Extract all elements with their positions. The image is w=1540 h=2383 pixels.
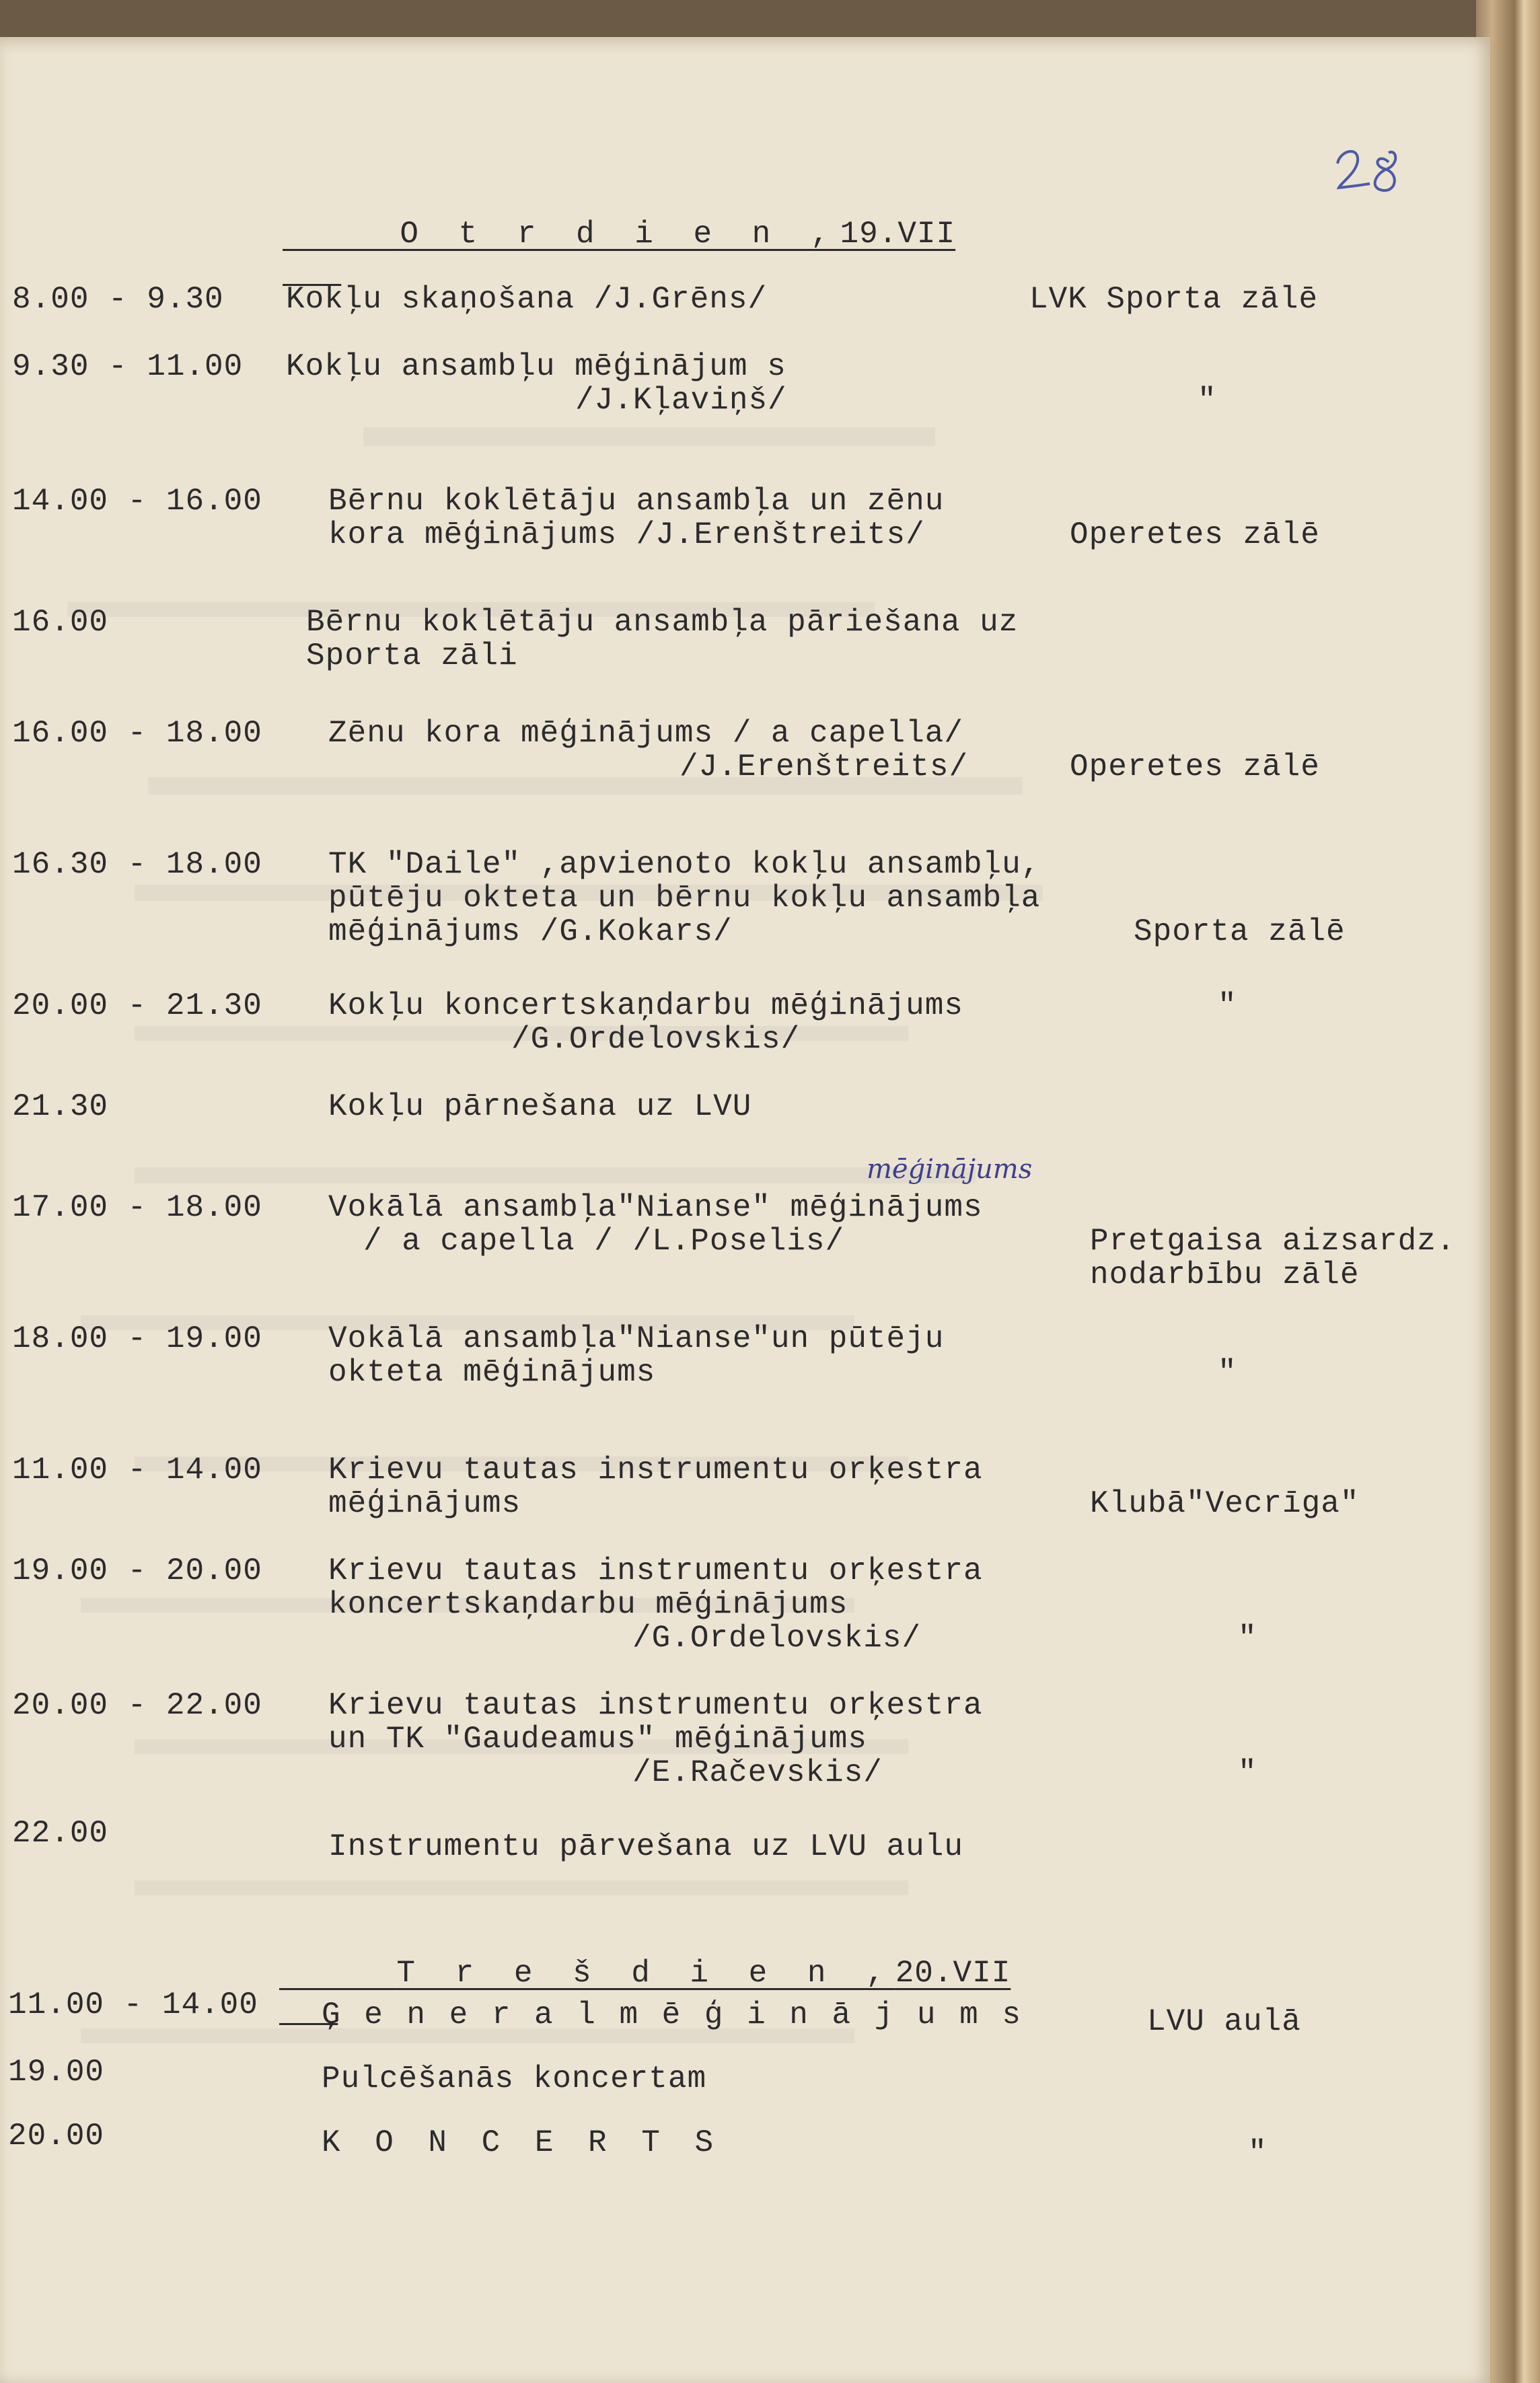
row-time: 14.00 - 16.00 xyxy=(12,484,262,519)
row-activity: mēģinājums xyxy=(328,1486,521,1521)
row-activity: Instrumentu pārvešana uz LVU aulu xyxy=(328,1829,963,1864)
row-place: nodarbību zālē xyxy=(1090,1257,1360,1292)
row-activity: Kokļu koncertskaņdarbu mēģinājums xyxy=(328,988,963,1023)
row-activity: /G.Ordelovskis/ xyxy=(632,1621,922,1656)
day-heading-wednesday: T r e š d i e n ,20.VII xyxy=(396,1956,1011,1991)
row-activity: kora mēģinājums /J.Erenštreits/ xyxy=(328,517,925,552)
row-activity: okteta mēģinājums xyxy=(328,1355,656,1390)
row-place: " xyxy=(1238,1621,1257,1656)
row-time: 17.00 - 18.00 xyxy=(12,1190,262,1225)
row-activity: Krievu tautas instrumentu orķestra xyxy=(328,1453,983,1488)
row-place: " xyxy=(1218,1355,1237,1390)
row-activity: Krievu tautas instrumentu orķestra xyxy=(328,1688,983,1723)
handwritten-page-number xyxy=(1332,138,1413,198)
row-place: " xyxy=(1248,2135,1268,2170)
row-activity: /J.Erenštreits/ xyxy=(680,749,969,784)
row-time: 18.00 - 19.00 xyxy=(12,1321,262,1356)
row-time: 16.00 - 18.00 xyxy=(12,716,262,751)
row-activity: Bērnu koklētāju ansambļa un zēnu xyxy=(328,484,945,519)
row-place: Operetes zālē xyxy=(1070,749,1320,784)
row-place: Operetes zālē xyxy=(1070,517,1320,552)
row-activity: pūtēju okteta un bērnu kokļu ansambļa xyxy=(328,881,1041,916)
row-place: Sporta zālē xyxy=(1134,914,1346,949)
handwritten-correction: mēģinājums xyxy=(867,1154,1033,1185)
row-activity: K O N C E R T S xyxy=(322,2125,722,2160)
row-time: 19.00 - 20.00 xyxy=(12,1553,262,1588)
row-time: 11.00 - 14.00 xyxy=(12,1453,262,1488)
row-time: 20.00 xyxy=(8,2119,105,2154)
row-activity: koncertskaņdarbu mēģinājums xyxy=(328,1587,848,1622)
row-activity: /G.Ordelovskis/ xyxy=(511,1022,801,1057)
row-time: 20.00 - 22.00 xyxy=(12,1688,262,1723)
row-activity: Krievu tautas instrumentu orķestra xyxy=(328,1553,983,1588)
row-time: 11.00 - 14.00 xyxy=(8,1987,258,2022)
row-place: LVU aulā xyxy=(1147,2004,1301,2039)
row-place: Klubā"Vecrīga" xyxy=(1090,1486,1360,1521)
row-activity: Vokālā ansambļa"Nianse"un pūtēju xyxy=(328,1321,945,1356)
row-activity: Kokļu skaņošana /J.Grēns/ xyxy=(286,282,768,317)
row-time: 16.00 xyxy=(12,605,109,640)
row-time: 21.30 xyxy=(12,1089,109,1124)
row-activity: Zēnu kora mēģinājums / a capella/ xyxy=(328,716,963,751)
row-activity: Kokļu ansambļu mēģinājum s xyxy=(286,349,786,384)
row-activity: mēģinājums /G.Kokars/ xyxy=(328,914,733,949)
row-time: 22.00 xyxy=(12,1816,109,1851)
row-activity: Kokļu pārnešana uz LVU xyxy=(328,1089,752,1124)
document-page xyxy=(0,37,1490,2383)
row-activity: Vokālā ansambļa"Nianse" mēģinājums xyxy=(328,1190,983,1225)
row-time: 9.30 - 11.00 xyxy=(12,349,244,384)
row-place: " xyxy=(1238,1755,1257,1790)
row-activity: Ģ e n e r a l m ē ģ i n ā j u m s xyxy=(322,1997,1023,2032)
row-activity: /E.Račevskis/ xyxy=(632,1755,883,1790)
row-place: LVK Sporta zālē xyxy=(1029,282,1319,317)
row-activity: Bērnu koklētāju ansambļa pāriešana uz xyxy=(306,605,1019,640)
row-activity: TK "Daile" ,apvienoto kokļu ansambļu, xyxy=(328,847,1041,882)
row-time: 20.00 - 21.30 xyxy=(12,988,262,1023)
row-time: 8.00 - 9.30 xyxy=(12,282,224,317)
row-activity: / a capella / /L.Poselis/ xyxy=(363,1224,845,1259)
day-heading-tuesday: O t r d i e n ,19.VII xyxy=(400,217,956,252)
row-time: 16.30 - 18.00 xyxy=(12,847,262,882)
row-activity: un TK "Gaudeamus" mēģinājums xyxy=(328,1722,867,1757)
row-place: " xyxy=(1198,383,1217,418)
row-activity: /J.Kļaviņš/ xyxy=(575,383,787,418)
row-activity: Pulcēšanās koncertam xyxy=(322,2061,707,2096)
row-place: " xyxy=(1218,988,1237,1023)
row-place: Pretgaisa aizsardz. xyxy=(1090,1224,1456,1259)
row-time: 19.00 xyxy=(8,2055,105,2090)
row-activity: Sporta zāli xyxy=(306,638,518,673)
